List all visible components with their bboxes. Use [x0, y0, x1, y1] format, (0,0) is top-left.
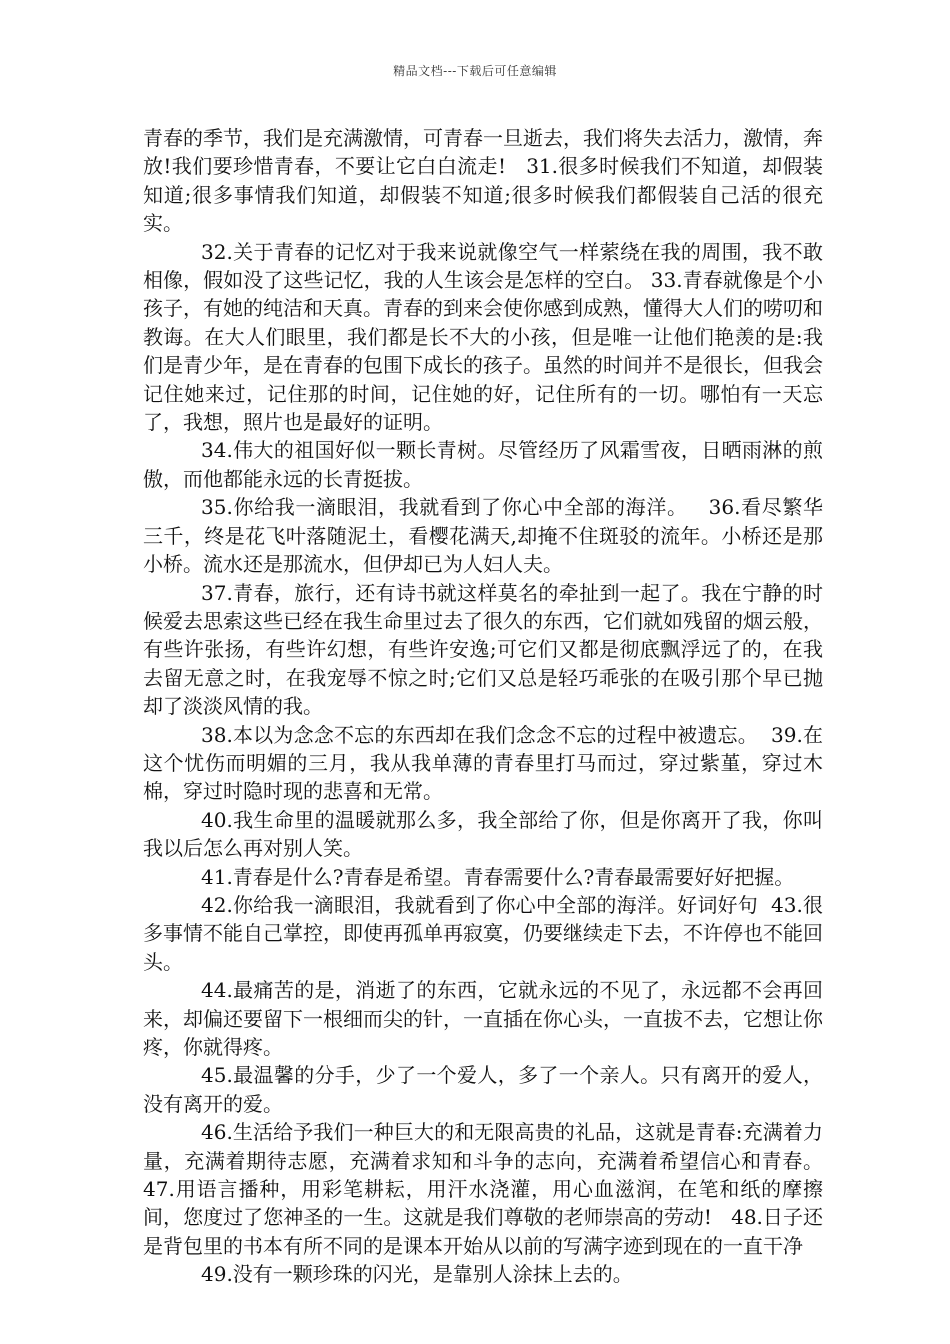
paragraph: 34.伟大的祖国好似一颗长青树。尽管经历了风霜雪夜，日晒雨淋的煎傲，而他都能永远的长青挺拔。 [143, 438, 823, 491]
paragraph: 49.没有一颗珍珠的闪光，是靠别人涂抹上去的。 [201, 1262, 633, 1287]
paragraph: 44.最痛苦的是，消逝了的东西，它就永远的不见了，永远都不会再回来，却偏还要留下一根细而尖的针，一直插在你心头，一直拔不去，它想让你疼，你就得疼。 [143, 978, 823, 1059]
paragraph: 青春的季节，我们是充满激情，可青春一旦逝去，我们将失去活力，激情，奔放!我们要珍惜青春，不要让它白白流走! 31.很多时候我们不知道，却假装知道;很多事情我们知道，却假装不知道;很多时候我们都假装自己活的很充实。 [143, 126, 823, 236]
paragraph: 42.你给我一滴眼泪，我就看到了你心中全部的海洋。好词好句 43.很多事情不能自己掌控，即使再孤单再寂寞，仍要继续走下去，不许停也不能回头。 [143, 892, 823, 974]
page-header: 精品文档---下载后可任意编辑 [393, 64, 557, 78]
document-body [143, 124, 843, 1289]
paragraph: 46.生活给予我们一种巨大的和无限高贵的礼品，这就是青春:充满着力量，充满着期待志愿，充满着求知和斗争的志向，充满着希望信心和青春。 47.用语言播种，用彩笔耕耘，用汗水浇灌，用心血滋润，在笔和纸的摩擦间，您度过了您神圣的一生。这就是我们尊敬的老师崇高的劳动! 48.日子还是背包里的书本有所不同的是课本开始从以前的写满字迹到现在的一直干净 [143, 1120, 843, 1258]
paragraph: 35.你给我一滴眼泪，我就看到了你心中全部的海洋。 36.看尽繁华三千，终是花飞叶落随泥土，看樱花满天,却掩不住斑驳的流年。小桥还是那小桥。流水还是那流水，但伊却已为人妇人夫。 [143, 495, 823, 577]
paragraph: 40.我生命里的温暖就那么多，我全部给了你，但是你离开了我，你叫我以后怎么再对别人笑。 [143, 807, 823, 861]
paragraph: 37.青春，旅行，还有诗书就这样莫名的牵扯到一起了。我在宁静的时候爱去思索这些已经在我生命里过去了很久的东西，它们就如残留的烟云般，有些许张扬，有些许幻想，有些许安逸;可它们又都是彻底飘浮远了的，在我去留无意之时，在我宠辱不惊之时;它们又总是轻巧乖张的在吸引那个早已抛却了淡淡风情的我。 [143, 580, 823, 719]
paragraph: 38.本以为念念不忘的东西却在我们念念不忘的过程中被遗忘。 39.在这个忧伤而明媚的三月，我从我单薄的青春里打马而过，穿过紫堇，穿过木棉，穿过时隐时现的悲喜和无常。 [143, 722, 823, 804]
paragraph: 32.关于青春的记忆对于我来说就像空气一样萦绕在我的周围，我不敢相像，假如没了这些记忆，我的人生该会是怎样的空白。 33.青春就像是个小孩子，有她的纯洁和天真。青春的到来会使你感到成熟，懂得大人们的唠叨和教诲。在大人们眼里，我们都是长不大的小孩，但是唯一让他们艳羡的是:我们是青少年，是在青春的包围下成长的孩子。虽然的时间并不是很长，但我会记住她来过，记住那的时间，记住她的好，记住所有的一切。哪怕有一天忘了，我想，照片也是最好的证明。 [143, 239, 823, 435]
paragraph: 41.青春是什么?青春是希望。青春需要什么?青春最需要好好把握。 [201, 864, 795, 889]
paragraph: 45.最温馨的分手，少了一个爱人，多了一个亲人。只有离开的爱人，没有离开的爱。 [143, 1063, 823, 1116]
